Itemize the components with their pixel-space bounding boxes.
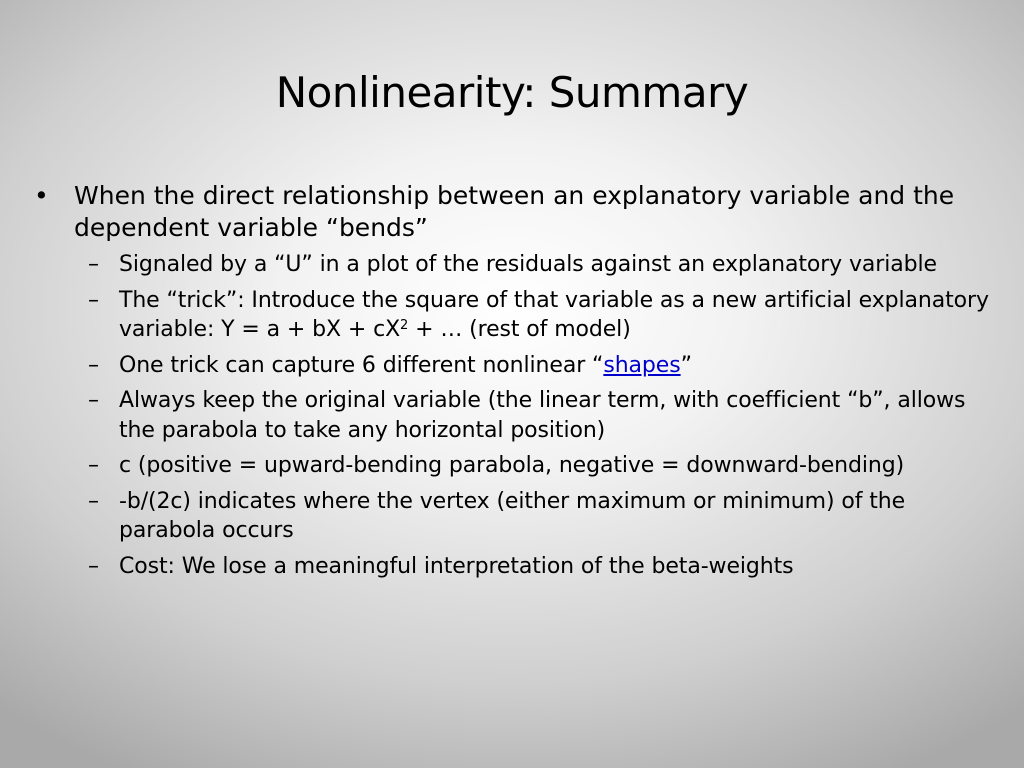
dash-marker: –	[88, 488, 99, 514]
sub-item-text: One trick can capture 6 different nonlinear “	[119, 352, 604, 378]
dash-marker: –	[88, 553, 99, 579]
slide-content	[30, 180, 1000, 587]
sub-item-text: Always keep the original variable (the linear term, with coefficient “b”, allows the parabola to take any horizontal position)	[119, 388, 966, 443]
superscript-two: 2	[400, 318, 409, 333]
sub-item-cost	[30, 552, 1000, 582]
shapes-link[interactable]: shapes	[603, 352, 681, 378]
sub-item-trick	[30, 286, 1000, 345]
sub-item-text-continued: ”	[680, 352, 692, 378]
dash-marker: –	[88, 252, 99, 277]
sub-item-text-continued: + … (rest of model)	[408, 317, 631, 342]
sub-item-text: c (positive = upward-bending parabola, negative = downward-bending)	[119, 453, 905, 478]
sub-item-vertex	[30, 487, 1000, 546]
sub-item-residual-plot	[30, 250, 1000, 280]
bullet-item	[30, 180, 1000, 244]
bullet-text: When the direct relationship between an explanatory variable and the dependent variable “bends”	[74, 181, 955, 242]
sub-item-text: The “trick”: Introduce the square of that variable as a new artificial explanatory variable: Y = a + bX + cX	[119, 287, 989, 342]
slide-title: Nonlinearity: Summary	[275, 68, 749, 117]
bullet-marker: •	[34, 181, 49, 210]
sub-item-text: Signaled by a “U” in a plot of the residuals against an explanatory variable	[119, 252, 937, 277]
dash-marker: –	[88, 352, 99, 378]
sub-item-text: -b/(2c) indicates where the vertex (either maximum or minimum) of the parabola occurs	[119, 488, 906, 543]
sub-item-text: Cost: We lose a meaningful interpretation of the beta-weights	[119, 553, 794, 579]
sub-item-original-variable	[30, 386, 1000, 445]
dash-marker: –	[88, 388, 99, 413]
sub-item-coefficient-c	[30, 451, 1000, 481]
sub-item-shapes	[30, 351, 1000, 381]
dash-marker: –	[88, 287, 99, 313]
dash-marker: –	[88, 453, 99, 478]
